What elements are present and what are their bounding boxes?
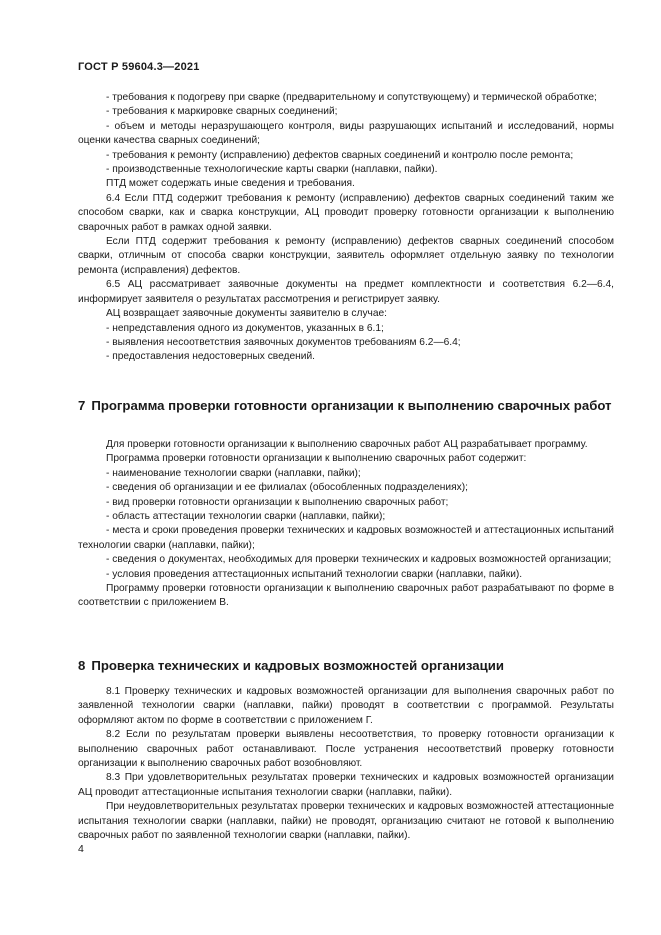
text-block-section-7: [78, 438, 614, 611]
paragraph: 8.2 Если по результатам проверки выявлены несоответствия, то проверку готовности организации к выполнению сварочных работ останавливают. После устранения несоответствий проверку готовности организации к выполнению сварочных работ возобновляют.: [78, 729, 614, 770]
paragraph: - наименование технологии сварки (наплавки, пайки);: [106, 467, 361, 479]
paragraph: - предоставления недостоверных сведений.: [106, 351, 315, 363]
section-8-heading: [78, 657, 614, 675]
paragraph: - сведения об организации и ее филиалах (обособленных подразделениях);: [106, 482, 468, 494]
paragraph: 6.5 АЦ рассматривает заявочные документы на предмет комплектности и соответствия 6.2—6.4, информирует заявителя о результатах рассмотрения и регистрирует заявку.: [78, 279, 614, 305]
page-number: 4: [78, 843, 84, 855]
paragraph: - вид проверки готовности организации к выполнению сварочных работ;: [106, 496, 449, 508]
paragraph: 8.3 При удовлетворительных результатах проверки технических и кадровых возможностей организации АЦ проводит аттестационные испытания технологии сварки (наплавки, пайки).: [78, 772, 614, 798]
paragraph: Программа проверки готовности организации к выполнению сварочных работ содержит:: [106, 453, 527, 465]
paragraph: Если ПТД содержит требования к ремонту (исправлению) дефектов сварных соединений способом сварки, отличным от способа сварки конструкции, заявитель оформляет отдельную заявку по технологии ремонта (исправления) дефектов.: [78, 236, 614, 276]
paragraph: - выявления несоответствия заявочных документов требованиям 6.2—6.4;: [106, 336, 461, 348]
paragraph: - места и сроки проведения проверки технических и кадровых возможностей и аттестационных испытаний технологии сварки (наплавки, пайки);: [78, 525, 614, 551]
paragraph: - требования к маркировке сварных соединений;: [106, 106, 338, 118]
paragraph: - требования к подогреву при сварке (предварительному и сопутствующему) и термической обработке;: [106, 92, 597, 103]
section-title: Программа проверки готовности организации к выполнению сварочных работ: [91, 398, 612, 413]
paragraph: - требования к ремонту (исправлению) дефектов сварных соединений и контролю после ремонта;: [106, 149, 574, 161]
paragraph: - объем и методы неразрушающего контроля, виды разрушающих испытаний и исследований, нормы оценки качества сварных соединений;: [78, 120, 614, 147]
text-block-section-8: [78, 685, 614, 843]
paragraph: - условия проведения аттестационных испытаний технологии сварки (наплавки, пайки).: [106, 568, 523, 580]
section-title: Проверка технических и кадровых возможностей организации: [91, 658, 504, 673]
paragraph: - сведения о документах, необходимых для проверки технических и кадровых возможностей организации;: [106, 554, 612, 566]
section-number: 7: [78, 398, 86, 413]
paragraph: 8.1 Проверку технических и кадровых возможностей организации для выполнения сварочных работ по заявленной технологии сварки (наплавки, пайки) проводят в соответствии с программой. Результаты оформляют актом по форме в соответствии с приложением Г.: [78, 686, 614, 726]
paragraph: ПТД может содержать иные сведения и требования.: [106, 178, 355, 190]
paragraph: Для проверки готовности организации к выполнению сварочных работ АЦ разрабатывает программу.: [106, 439, 588, 450]
paragraph: 6.4 Если ПТД содержит требования к ремонту (исправлению) дефектов сварных соединений таким же способом сварки, как и сварка конструкции, АЦ проводит проверку готовности организации к выполнению сварочных работ в рамках одной заявки.: [78, 192, 614, 233]
document-header: ГОСТ Р 59604.3—2021: [78, 61, 200, 73]
paragraph: - непредставления одного из документов, указанных в 6.1;: [106, 322, 384, 334]
section-number: 8: [78, 658, 86, 673]
paragraph: - производственные технологические карты сварки (наплавки, пайки).: [106, 164, 438, 176]
paragraph: При неудовлетворительных результатах проверки технических и кадровых возможностей аттестационные испытания технологии сварки (наплавки, пайки) не проводят, организацию считают не готовой к выполнению сварочных работ по заявленной технологии сварки (наплавки, пайки).: [78, 801, 614, 842]
paragraph: Программу проверки готовности организации к выполнению сварочных работ разрабатывают по форме в соответствии с приложением В.: [78, 583, 614, 609]
paragraph: АЦ возвращает заявочные документы заявителю в случае:: [106, 308, 388, 320]
section-7-heading: [78, 397, 614, 415]
paragraph: - область аттестации технологии сварки (наплавки, пайки);: [106, 511, 386, 523]
text-block-section-6: [78, 91, 614, 365]
